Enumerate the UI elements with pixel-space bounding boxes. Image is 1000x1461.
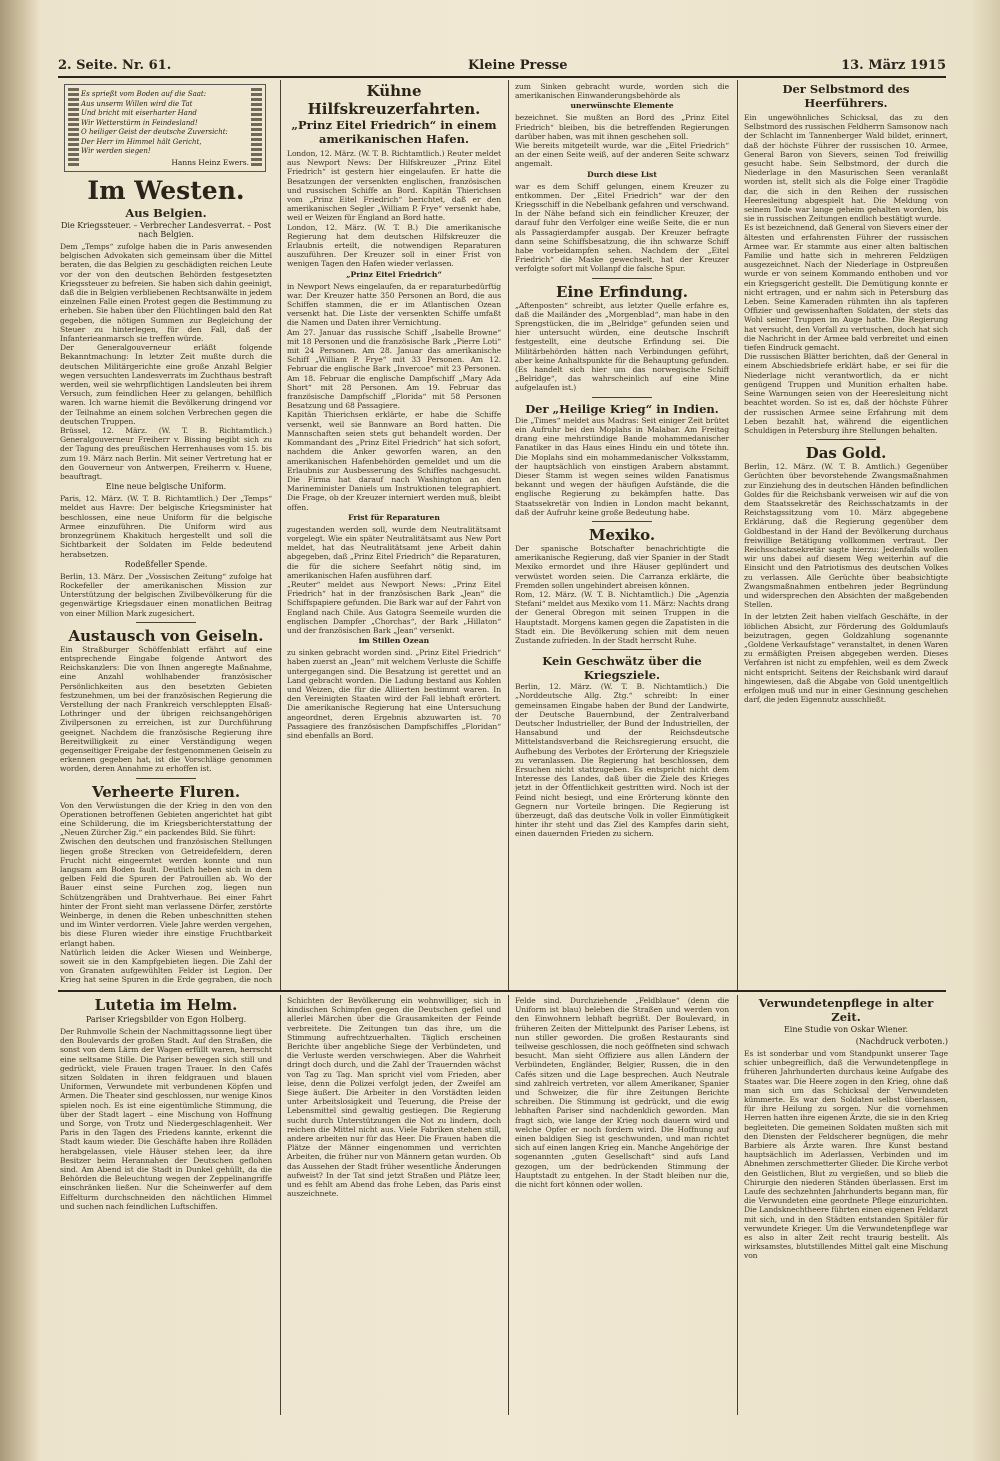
- headline-fluren: Verheerte Fluren.: [91, 782, 241, 801]
- article-paragraph: zu sinken gebracht worden sind. „Prinz Eitel Friedrich“ haben zuerst an „Jean“ mit welchem Verluste die Schiffe untergegangen sind. Die Besatzung ist gerettet und an Land gebracht worden. Die Ladung bestand aus Kohlen und Weizen, die für die Alliierten bestimmt waren. In den Vereinigten Staaten wird der Fall lebhaft erörtert. Die amerikanische Regierung hat eine Untersuchung angeordnet, deren Ergebnis abzuwarten ist. 70 Passagiere des französischen Dampfschiffes „Floridan“ sind ebenfalls an Bord.: [287, 648, 501, 740]
- bottom-column-2: [287, 996, 501, 1416]
- column-divider: [508, 995, 509, 1415]
- headline-im-westen: Im Westen.: [87, 176, 245, 205]
- headline-gold: Das Gold.: [805, 444, 887, 463]
- poem-line: Es sprießt vom Boden auf die Saat:: [81, 90, 207, 98]
- article-paragraph: bezeichnet. Sie mußten an Bord des „Prinz Eitel Friedrich“ bleiben, bis die betreffenden Regierungen darüber haben, was mit ihnen geschehen soll.: [515, 113, 729, 141]
- poem-line: Wir werden siegen!: [81, 147, 151, 155]
- ornament-left: [68, 88, 79, 166]
- column-divider: [280, 80, 281, 990]
- article-paragraph: Der Ruhmvolle Schein der Nachmittagssonne liegt über den Boulevards der großen Stadt. Auf den Straßen, die sonst von dem Lärm der Wagen erfüllt waren, herrscht eine seltsame Stille. Die Pariser bewegen sich still und gedrückt, viele Frauen tragen Trauer. In den Cafés sitzen Soldaten in ihren feldgrauen und blauen Uniformen, Verwundete mit verbundenen Köpfen und Armen. Die Theater sind geschlossen, nur wenige Kinos spielen noch. Es ist eine eigentümliche Stimmung, die über der Stadt lagert – eine Mischung von Hoffnung und Sorge, von Trotz und Niedergeschlagenheit. Wer Paris in den Tagen des Friedens kannte, erkennt die Stadt kaum wieder. Die Geschäfte haben ihre Rolläden herabgelassen, viele Häuser stehen leer, da ihre Besitzer beim Herannahen der Deutschen geflohen sind. Am Abend ist die Stadt in Dunkel gehüllt, da die Behörden die Beleuchtung wegen der Zeppelinangriffe einschränken ließen. Nur die Scheinwerfer auf dem Eiffelturm durchschneiden den nächtlichen Himmel und suchen nach feindlichen Luftschiffen.: [60, 1027, 272, 1211]
- poem-line: Aus unserm Willen wird die Tat: [81, 99, 193, 108]
- article-paragraph: Am 27. Januar das russische Schiff „Isabelle Browne“ mit 18 Personen und die französische Bark „Pierre Loti“ mit 24 Personen. Am 28. Januar das amerikanische Schiff „William P. Frye“ mit 33 Personen. Am 12. Februar die englische Bark „Invercoe“ mit 23 Personen. Am 18. Februar die englische Dampfschiff „Mary Ada Short“ mit 28 Personen. Am 19. Februar das französische Dampfschiff „Florida“ mit 58 Personen Besatzung und 68 Passagiere.: [287, 327, 501, 411]
- divider: [816, 439, 876, 440]
- article-paragraph: Von den Verwüstungen die der Krieg in den von den Operationen betroffenen Gebieten angerichtet hat gibt eine Schilderung, die im Kriegsberichterstattung der „Neuen Zürcher Zig.“ ein packendes Bild. Sie führt:: [60, 800, 272, 838]
- column-3: [515, 82, 729, 986]
- byline: Pariser Kriegsbilder von Egon Holberg.: [85, 1015, 247, 1024]
- poem-line: Und bricht mit eiserharter Hand: [81, 109, 197, 117]
- headline-verwundetenpflege: Verwundetenpflege in alter Zeit.: [758, 996, 934, 1024]
- article-paragraph: Felde sind. Durchziehende „Feldblaue“ (denn die Uniform ist blau) beleben die Straßen und werden von den Einwohnern lebhaft begrüßt. Der Boulevard, in früheren Zeiten der Mittelpunkt des Pariser Lebens, ist nun stiller geworden. Die großen Restaurants sind teilweise geschlossen, die noch geöffneten sind schwach besucht. Man sieht Offiziere aus allen Ländern der Verbündeten, Engländer, Belgier, Russen, die in den Cafés sitzen und die Lage besprechen. Auch Neutrale sind zahlreich vertreten, vor allem Amerikaner, Spanier und Schweizer, die für ihre Zeitungen Berichte schreiben. Die Stimmung ist gedrückt, und die ewig lebhaften Pariser sind nachdenklich geworden. Man fragt sich, wie lange der Krieg noch dauern wird und welche Opfer er noch fordern wird. Die Hoffnung auf einen baldigen Sieg ist geschwunden, und man richtet sich auf einen langen Krieg ein. Manche Angehörige der sogenannten „guten Gesellschaft“ sind aufs Land gezogen, um der bedrückenden Stimmung der Hauptstadt zu entgehen. In der Stadt bleiben nur die, die nicht fort können oder wollen.: [515, 996, 729, 1190]
- article-paragraph: Berlin, 13. März. Der „Vossischen Zeitung“ zufolge hat Rockefeller der amerikanischen Mission zur Unterstützung der belgischen Zivilbevölkerung für die gegenwärtige Kriegsdauer einen monatlichen Beitrag von einer Million Mark zugesichert.: [60, 571, 272, 618]
- divider: [592, 397, 652, 398]
- column-4: [744, 82, 948, 986]
- article-paragraph: war es dem Schiff gelungen, einem Kreuzer zu entkommen. Der „Eitel Friedrich“ war der den Kriegsschiff in die Nebelbank gefahren und verschwand. In der Nähe befand sich ein feindlicher Kreuzer, der darauf fuhr den Verfolger eine weiße Seite, die er nun als Passagierdampfer ausgab. Der Kreuzer befragte dann seine Schiffsbesatzung, die ihn schwarze Schiff habe vorbeidampfen sehen. Nachdem der „Eitel Friedrich“ die Maske gewechselt, hat der Kreuzer verfolgte sofort mit Vollanpf die falsche Spur.: [515, 181, 729, 274]
- article-paragraph: Es ist sonderbar und vom Standpunkt unserer Tage schier unbegreiflich, daß die Verwundetenpflege in früheren Jahrhunderten durchaus keine Aufgabe des Staates war. Die Heere zogen in den Krieg, ohne daß man sich um das Schicksal der Verwundeten kümmerte. Es war den Soldaten selbst überlassen, für ihre Heilung zu sorgen. Nur die vornehmen Herren hatten ihre eigenen Ärzte, die sie in den Krieg begleiteten. Die gemeinen Soldaten mußten sich mit den Diensten der Feldscherer begnügen, die mehr Barbiere als Ärzte waren. Ihre Kunst bestand hauptsächlich im Aderlassen, Verbinden und im Abnehmen zerschmetterter Glieder. Die Kirche verbot den Geistlichen, Blut zu vergießen, und so blieb die Chirurgie den niederen Ständen überlassen. Erst im Laufe des sechzehnten Jahrhunderts begann man, für die Verwundeten eine geordnete Pflege einzurichten. Die Landsknechtheere führten einen eigenen Feldarzt mit sich, und in den Städten entstanden Spitäler für verwundete Krieger. Um die Verwundetenpflege war es also in alter Zeit recht traurig bestellt. Als wirksamstes, blutstillendes Mittel galt eine Mischung von: [744, 1049, 948, 1261]
- article-paragraph: Die „Times“ meldet aus Madras: Seit einiger Zeit brütet ein Aufruhr bei den Moplahs in Malabar. Am Freitag drang eine mehrstündige Bande mohammedanischer Fanatiker in das Haus eines Hindu ein und tötete ihn. Die Moplahs sind ein mohammedanischer Volksstamm, der hauptsächlich von einstigen Arabern abstammt. Dieser Stamm ist wegen seines wilden Fanatismus bekannt und wegen der häufigen Aufstände, die die englische Regierung zu bekämpfen hatte. Das Staatssekretär von Indien in London macht bekannt, daß der Aufruhr keine große Bedeutung habe.: [515, 415, 729, 517]
- subheadline: „Prinz Eitel Friedrich“ in einem amerikanischen Hafen.: [291, 118, 497, 146]
- section-divider: [58, 990, 946, 992]
- divider: [592, 278, 652, 279]
- reprint-note: (Nachdruck verboten.): [855, 1037, 948, 1046]
- article-paragraph: Natürlich leiden die Acker Wiesen und Weinberge, soweit sie in den Kampfgebieten liegen. Die Zahl der von Granaten aufgewühlten Felder ist Legion. Der Krieg hat seine Spuren in die Erde gegraben, die noch: [60, 947, 272, 985]
- subheadline: Eine neue belgische Uniform.: [105, 482, 227, 492]
- subheadline: Frist für Reparaturen: [348, 512, 440, 522]
- subheadline: im Stillen Ozean: [358, 636, 430, 646]
- article-paragraph: London, 12. März. (W. T. B.) Die amerikanische Regierung hat dem deutschen Hilfskreuzer die Erlaubnis erteilt, die notwendigen Reparaturen auszuführen. Der Kreuzer soll in einer Frist von wenigen Tagen den Hafen wieder verlassen.: [287, 222, 501, 269]
- poem-line: O heiliger Geist der deutsche Zuversicht:: [81, 128, 228, 136]
- poem-line: Wir Wetterstürm in Feindesland!: [81, 118, 198, 127]
- article-paragraph: Ein Straßburger Schöffenblatt erfährt auf eine entsprechende Eingabe folgende Antwort des Reichskanzlers: Die von Ihnen angeregte Maßnahme, eine Anzahl wohlhabender französischer Persönlichkeiten aus den besetzten Gebieten festzunehmen, um bei der französischen Regierung die Verstellung der nach Frankreich verschleppten Elsaß-Lothringer und der übrigen reichsangehörigen Zivilpersonen zu erreichen, ist zur Durchführung geeignet. Nachdem die französische Regierung ihre Bereitwilligkeit zu einer Verständigung wegen gegenseitiger Freigabe der festgenommenen Geiseln zu erkennen gegeben hat, ist die Vorschläge genommen worden, deren Annahme zu erhoffen ist.: [60, 644, 272, 774]
- article-paragraph: Zwischen den deutschen und französischen Stellungen liegen große Strecken von Getreidefeldern, deren Frucht nicht eingeerntet werden konnte und nun langsam am Boden fault. Deutlich heben sich in dem gelben Feld die Spuren der Patrouillen ab. Wo der Bauer einst seine Furchen zog, liegen nun Schützengräben und Drahtverhaue. Bei einer Fahrt hinter der Front sieht man verlassene Dörfer, zerstörte Weinberge, in denen die Reben unbeschnitten stehen und im Winter verdorren. Viele Jahre werden vergehen, bis diese Fluren wieder ihre einstige Fruchtbarkeit erlangt haben.: [60, 837, 272, 948]
- page-number: 2. Seite. Nr. 61.: [58, 58, 172, 73]
- article-paragraph: Schichten der Bevölkerung ein wohnwilliger, sich in kindischen Schimpfen gegen die Deutschen gefiel und allerlei Märchen über die Grausamkeiten der Feinde verbreitete. Die Zeitungen tun das ihre, um die Stimmung aufrechtzuerhalten. Täglich erscheinen Berichte über angebliche Siege der Verbündeten, und die Verluste werden verschwiegen. Aber die Wahrheit dringt doch durch, und die Zahl der Trauernden wächst von Tag zu Tag. Man spricht viel vom Frieden, aber leise, denn die Polizei verfolgt jeden, der Zweifel am Siege äußert. Die Arbeiter in den Vorstädten leiden unter Arbeitslosigkeit und Teuerung, die Preise der Lebensmittel sind gewaltig gestiegen. Die Regierung sucht durch Unterstützungen die Not zu lindern, doch reichen die Mittel nicht aus. Viele Fabriken stehen still, andere arbeiten nur für das Heer. Die Frauen haben die Plätze der Männer eingenommen und verrichten Arbeiten, die früher nur von Männern getan wurden. Ob das Aussehen der Stadt früher wesentliche Änderungen aufweist? In der Tat sind jetzt Straßen und Plätze leer, und es fehlt am Abend das frohe Leben, das Paris einst auszeichnete.: [287, 996, 501, 1199]
- poem-box: [64, 84, 266, 172]
- article-paragraph: London, 12. März. (W. T. B. Richtamtlich.) Reuter meldet aus Newport News: Der Hilfskreuzer „Prinz Eitel Friedrich“ ist gestern hier eingelaufen. Er hatte die Besatzungen der versenkten englischen, französischen und russischen Schiffe an Bord. Kapitän Thierichsen vom „Prinz Eitel Friedrich“ berichtet, daß er den amerikanischen Segler „William P. Frye“ versenkt habe, weil er Weizen für England an Bord hatte.: [287, 149, 501, 223]
- byline: Eine Studie von Oskar Wiener.: [783, 1025, 909, 1034]
- column-divider: [508, 80, 509, 990]
- ornament-right: [251, 88, 262, 166]
- bottom-column-1: [60, 996, 272, 1416]
- article-paragraph: Kapitän Thierichsen erklärte, er habe die Schiffe versenkt, weil sie Bannware an Bord hatten. Die Mannschaften seien stets gut behandelt worden. Der Kommandant des „Prinz Eitel Friedrich“ hat sich sofort, nachdem die Anker geworfen waren, an den amerikanischen Hafenbehörden gemeldet und um die Erlaubnis zur Ausbesserung des Schiffes nachgesucht. Die Firma hat darauf nach Washington an den Marineminister Daniels um Instruktionen telegraphiert. Die Frage, ob der Kreuzer interniert werden muß, bleibt offen.: [287, 410, 501, 512]
- subheadline-note: Die Kriegssteuer. – Verbrecher Landesverrat. – Post nach Belgien.: [60, 221, 271, 239]
- column-2: [287, 82, 501, 986]
- divider: [592, 521, 652, 522]
- divider: [592, 649, 652, 650]
- headline-geiseln: Austausch von Geiseln.: [68, 626, 264, 645]
- article-paragraph: Die russischen Blätter berichten, daß der General in einem Abschiedsbriefe erklärt habe, er sei für die Niederlage nicht verantwortlich, da er nicht genügend Truppen und Munition erhalten habe. Seine Warnungen seien von der Heeresleitung nicht beachtet worden. So ist es, daß der höchste Führer der russischen Armee seine Erfahrung mit dem Leben bezahlt hat, während die eigentlichen Schuldigen in Petersburg ihre Stellungen behalten.: [744, 352, 948, 435]
- column-1: [60, 176, 272, 986]
- headline-lutetia: Lutetia im Helm.: [94, 996, 238, 1014]
- subheadline: Rodeßfeller Spende.: [124, 559, 208, 569]
- divider: [136, 622, 196, 623]
- page-binding-shadow: [0, 0, 40, 1461]
- article-paragraph: Berlin, 12. März. (W. T. B. Nichtamtlich.) Die „Norddeutsche Allg. Ztg.“ schreibt: In einer gemeinsamen Eingabe haben der Bund der Landwirte, der Deutsche Bauernbund, der Zentralverband Deutscher Industrieller, der Bund der Industriellen, der Hansabund und der Reichsdeutsche Mittelstandsverband die Reichsregierung ersucht, die Aufhebung des Verbotes der Erörterung der Kriegsziele zu veranlassen. Die Regierung hat beschlossen, dem Ersuchen nicht stattzugeben. Es entspricht nicht dem Interesse des Landes, daß über die Ziele des Krieges jetzt in der Öffentlichkeit gestritten wird. Noch ist der Feind nicht besiegt, und eine Erörterung könnte den Gegnern nur Vorteile bringen. Die Regierung ist überzeugt, daß das deutsche Volk in voller Einmütigkeit hinter ihr steht und das Ziel des Kampfes darin sieht, einen dauernden Frieden zu sichern.: [515, 682, 729, 839]
- headline-heiliger-krieg: Der „Heilige Krieg“ in Indien.: [525, 401, 719, 416]
- issue-date: 13. März 1915: [841, 58, 946, 73]
- article-paragraph: In der letzten Zeit haben vielfach Geschäfte, in der löblichen Absicht, zur Förderung des Goldumlaufs beizutragen, gegen Goldzahlung sogenannte „Goldene Verkaufstage“ veranstaltet, in denen Waren zu ermäßigten Preisen abgegeben werden. Dieses Verfahren ist nicht zu empfehlen, weil es dem Zweck nicht entspricht. Seitens der Reichsbank wird darauf hingewiesen, daß die Abgabe von Gold unentgeltlich erfolgen muß und nur in einer Gesinnung geschehen darf, die jeden Eigennutz ausschließt.: [744, 612, 948, 705]
- column-divider: [280, 995, 281, 1415]
- poem-line: Der Herr im Himmel hält Gericht,: [81, 137, 202, 146]
- article-paragraph: zum Sinken gebracht wurde, worden sich die amerikanischen Einwanderungsbehörde als: [515, 82, 729, 101]
- poem-lines: [81, 90, 249, 167]
- article-paragraph: Es ist bezeichnend, daß General von Sievers einer der ältesten und erfahrensten Führer der russischen Armee war. Er stammte aus einer alten baltischen Familie und hatte sich in mehreren Feldzügen ausgezeichnet. Nach der Niederlage in Ostpreußen wurde er von seinem Kommando enthoben und vor ein Kriegsgericht gestellt. Die Demütigung konnte er nicht ertragen, und er nahm sich in Petersburg das Leben. Seine Kameraden rühmten ihn als tapferen Offizier und gewissenhaften Soldaten, der stets das Wohl seiner Truppen im Auge hatte. Die Regierung hat versucht, den Vorfall zu vertuschen, doch hat sich die Nachricht in der Armee bald verbreitet und einen tiefen Eindruck gemacht.: [744, 223, 948, 353]
- article-paragraph: „Reuter“ meldet aus Newport News: „Prinz Eitel Friedrich“ hat in der französischen Bark „Jean“ die Schiffspapiere gefunden. Die Bark war auf der Fahrt von England nach Chile. Aus Gatogra Seemeile wurden die englischen Dampfer „Chorchas“, der Bark „Hillaton“ und der französischen Bark „Jean“ versenkt.: [287, 579, 501, 635]
- article-paragraph: Ein ungewöhnliches Schicksal, das zu den Selbstmord des russischen Feldherrn Samsonow nach der Schlacht im Tannenberger Wald bildet, erinnert, daß der höchste Führer der russischen 10. Armee, General Baron von Sievers, seinen Tod freiwillig gesucht habe. Sein Selbstmord, der durch die Niederlage in den Masurischen Seen veranlaßt worden ist, stellt sich als die Folge einer Tragödie dar, die sich in den Reihen der russischen Heeresleitung abgespielt hat. Die Meldung von seinem Tode war lange geheim gehalten worden, bis sie in russischen Zeitungen endlich bestätigt wurde.: [744, 113, 948, 224]
- headline-selbstmord: Der Selbstmord des Heerführers.: [782, 82, 910, 110]
- article-paragraph: Berlin, 12. März. (W. T. B. Amtlich.) Gegenüber Gerüchten über bevorstehende Zwangsmaßnahmen zur Einziehung des in deutschen Händen befindlichen Goldes für die Reichsbank verweisen wir auf die von dem Staatssekretär des Reichsschatzamts in der Reichstagssitzung vom 10. März abgegebene Erklärung, daß die Regierung gegenüber dem Goldbestand in der Hand der Bevölkerung durchaus freiwillige Betätigung vollkommen vertraut. Der Reichsschatzsekretär sagte hierzu: Jedenfalls wollen wir uns dabei auf diesem Weg weiterhin auf die Einsicht und den Patriotismus des deutschen Volkes zu verlassen. Alle Gerüchte über beabsichtigte Zwangsmaßnahmen entbehren jeder Begründung und widersprechen den Absichten der maßgebenden Stellen.: [744, 462, 948, 610]
- article-paragraph: in Newport News eingelaufen, da er reparaturbedürftig war. Der Kreuzer hatte 350 Personen an Bord, die aus Schiffen stammen, die er im Atlantischen Ozean versenkt hat. Die Liste der versenkten Schiffe umfaßt die Namen und Daten ihrer Vernichtung.: [287, 281, 501, 328]
- poem-author: Hanns Heinz Ewers.: [171, 157, 249, 167]
- headline-mexiko: Mexiko.: [588, 525, 656, 544]
- headline-erfindung: Eine Erfindung.: [556, 282, 688, 301]
- subheadline: „Prinz Eitel Friedrich“: [346, 269, 442, 279]
- article-paragraph: „Aftenposten“ schreibt, aus letzter Quelle erfahre es, daß die Mailänder des „Morgenblad“, man habe in den Sprengstücken, die im „Belridge“ gefunden seien und hier untersucht würden, eine deutsche Inschrift festgestellt, eine deutsche Erfindung sei. Die Militärbehörden hätten nach Verbindungen geführt, aber keine Anhaltspunkte für die Behauptung gefunden. (Es handelt sich hier um das norwegische Schiff „Belridge“, das wahrscheinlich auf eine Mine aufgelaufen ist.): [515, 300, 729, 393]
- headline-kriegsziele: Kein Geschwätz über die Kriegsziele.: [542, 654, 702, 683]
- article-paragraph: Brüssel, 12. März. (W. T. B. Richtamtlich.) Generalgouverneur Freiherr v. Bissing begibt sich zu der Tagung des preußischen Herrenhauses vom 15. bis zum 19. März nach Berlin. Mit seiner Vertretung hat er den Gouverneur von Antwerpen, Freiherrn v. Huene, beauftragt.: [60, 426, 272, 482]
- bottom-column-4: [744, 996, 948, 1416]
- paper-name: Kleine Presse: [468, 58, 568, 73]
- subheadline: Durch diese List: [587, 169, 657, 179]
- bottom-column-3: [515, 996, 729, 1416]
- article-paragraph: Paris, 12. März. (W. T. B. Richtamtlich.) Der „Temps“ meldet aus Havre: Der belgische Kriegsminister hat beschlossen, eine neue Uniform für die belgische Armee einzuführen. Die Uniform wird aus bronzegrünem Khakituch hergestellt und soll die Sichtbarkeit der Soldaten im Felde bedeutend herabsetzen.: [60, 494, 272, 559]
- article-paragraph: Dem „Temps“ zufolge haben die in Paris anwesenden belgischen Advokaten sich gemeinsam über die Mittel beraten, die das Belgien zu geschädigten reichen Leute vor der von den deutschen Behörden festgesetzten Kriegssteuer zu befreien. Sie haben sich dahin geeinigt, daß die in Belgien verbliebenen Rechtsanwälte in jedem einzelnen Falle einen Protest gegen die Bestimmung zu erheben. Sie haben über den Flüchtlingen bald den Rat gegeben, die nötigen Summen zur Begleichung der Steuer zu hinterlegen, für den Fall, daß der Infanterieanmarsch sie treffen würde.: [60, 242, 272, 344]
- article-paragraph: zugestanden werden soll, wurde dem Neutralitätsamt vorgelegt. Wie ein später Neutralitätsamt aus New Port meldet, hat das Neutralitätsamt jene Arbeit dahin abgegeben, daß „Prinz Eitel Friedrich“ die Reparaturen, die für die sichere Seefahrt nötig sind, im amerikanischen Hafen ausführen darf.: [287, 524, 501, 580]
- column-divider: [737, 995, 738, 1415]
- headline-hilfskreuzer: Kühne Hilfskreuzerfahrten.: [307, 82, 481, 118]
- subheadline-belgien: Aus Belgien.: [125, 206, 207, 220]
- column-divider: [737, 80, 738, 990]
- article-paragraph: Der spanische Botschafter benachrichtigte die amerikanische Regierung, daß vier Spanier in der Stadt Mexiko ermordet und ihre Häuser geplündert und verwüstet worden seien. Die Carranza erklärte, die Fremden sollen ungehindert abreisen können.: [515, 543, 729, 590]
- article-paragraph: Rom, 12. März. (W. T. B. Nichtamtlich.) Die „Agenzia Stefani“ meldet aus Mexiko vom 11. März: Nachts drang der General Obregon mit seinen Truppen in die Hauptstadt. Morgens kamen gegen die Zapatisten in die Stadt ein. Die Bevölkerung schien mit dem neuen Zustande zufrieden. In der Stadt herrscht Ruhe.: [515, 589, 729, 645]
- divider: [136, 778, 196, 779]
- masthead: [58, 58, 946, 78]
- subheadline: unerwünschte Elemente: [570, 101, 674, 111]
- article-paragraph: Wie bereits mitgeteilt wurde, war die „Eitel Friedrich“ an der einen Seite weiß, auf der anderen Seite schwarz angemalt.: [515, 141, 729, 169]
- article-paragraph: Der Generalgouverneur erläßt folgende Bekanntmachung: In letzter Zeit mußte durch die deutschen Militärgerichte eine große Anzahl Belgier wegen versuchten Landesverrats im Zuchthaus bestraft werden, weil sie wehrpflichtigen Landsleuten bei ihrem Versuch, zum feindlichen Heer zu gelangen, behilflich waren. Ich warne hiemit die Bevölkerung dringend vor der Teilnahme an einem solchen Verbrechen gegen die deutschen Truppen.: [60, 343, 272, 426]
- masthead-rule: [58, 76, 946, 78]
